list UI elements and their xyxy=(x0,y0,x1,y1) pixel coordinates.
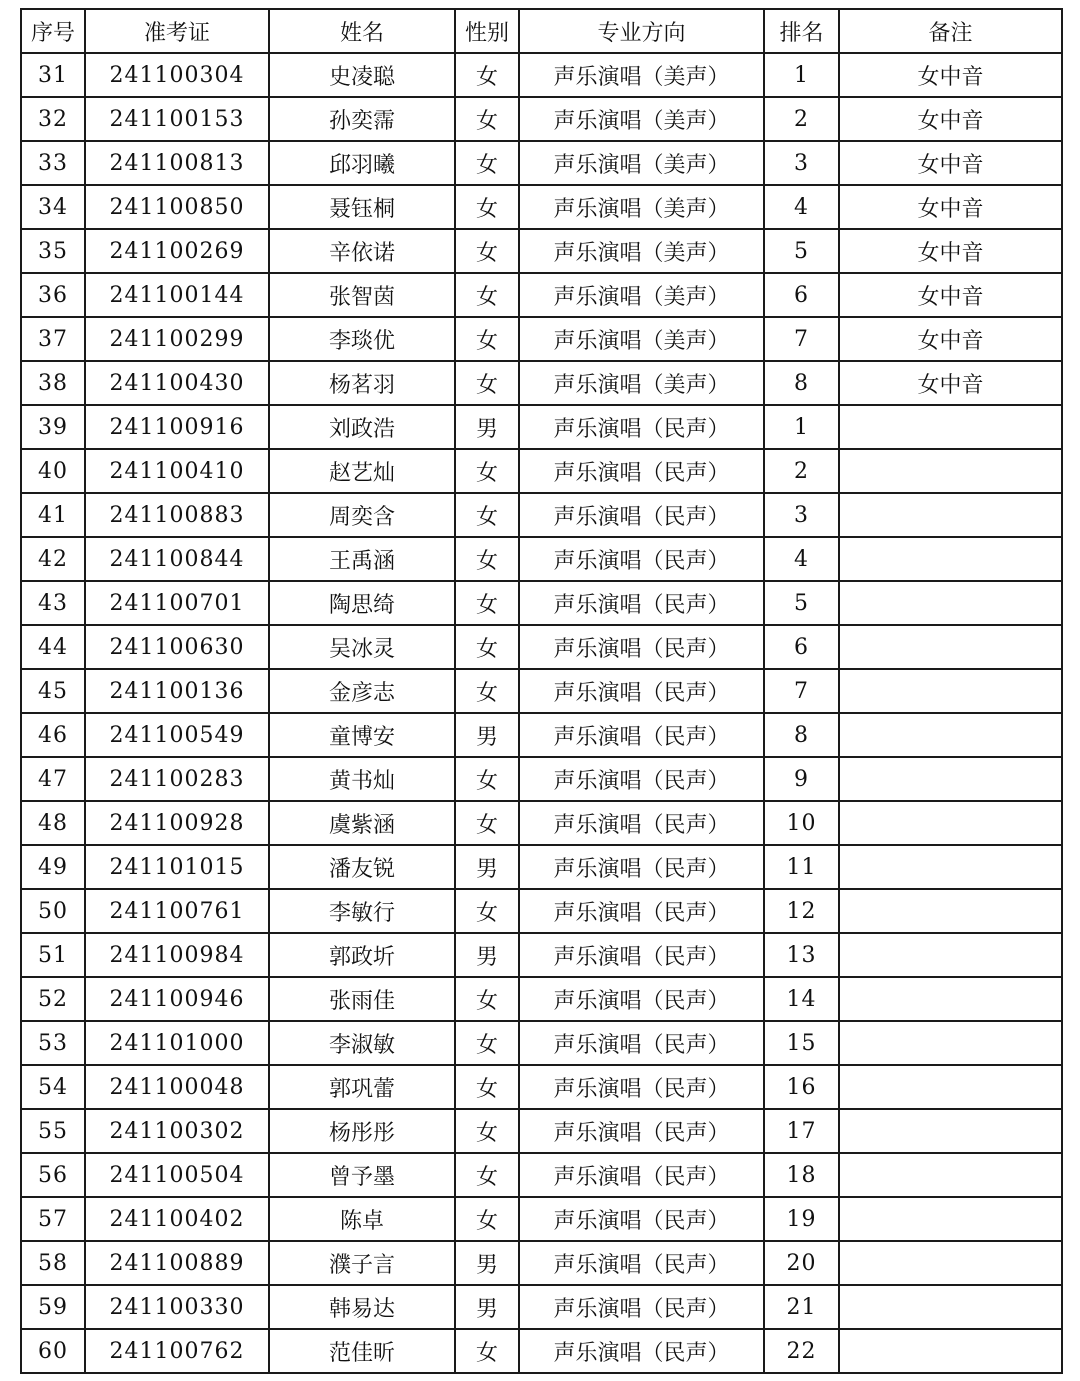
cell-major: 声乐演唱（民声） xyxy=(519,757,764,801)
cell-seq: 34 xyxy=(21,185,85,229)
cell-name: 邱羽曦 xyxy=(269,141,455,185)
cell-major: 声乐演唱（民声） xyxy=(519,1153,764,1197)
col-header-name: 姓名 xyxy=(269,9,455,53)
cell-rank: 15 xyxy=(764,1021,839,1065)
cell-rank: 20 xyxy=(764,1241,839,1285)
table-row xyxy=(21,669,1062,713)
col-header-remark: 备注 xyxy=(839,9,1062,53)
cell-remark xyxy=(839,713,1062,757)
cell-major: 声乐演唱（民声） xyxy=(519,405,764,449)
table-row xyxy=(21,933,1062,977)
cell-seq: 35 xyxy=(21,229,85,273)
cell-rank: 5 xyxy=(764,229,839,273)
table-row xyxy=(21,1329,1062,1373)
cell-gender: 女 xyxy=(455,1065,519,1109)
table-row xyxy=(21,1197,1062,1241)
cell-name: 张雨佳 xyxy=(269,977,455,1021)
table-row xyxy=(21,229,1062,273)
cell-rank: 12 xyxy=(764,889,839,933)
cell-seq: 41 xyxy=(21,493,85,537)
cell-remark xyxy=(839,1153,1062,1197)
cell-name: 李敏行 xyxy=(269,889,455,933)
cell-exam-id: 241100283 xyxy=(85,757,269,801)
table-row xyxy=(21,1241,1062,1285)
cell-major: 声乐演唱（民声） xyxy=(519,625,764,669)
cell-gender: 男 xyxy=(455,1285,519,1329)
cell-major: 声乐演唱（民声） xyxy=(519,537,764,581)
results-table-container xyxy=(20,8,1061,1374)
cell-rank: 18 xyxy=(764,1153,839,1197)
cell-seq: 51 xyxy=(21,933,85,977)
col-header-exam-id: 准考证 xyxy=(85,9,269,53)
table-row xyxy=(21,493,1062,537)
cell-gender: 女 xyxy=(455,185,519,229)
cell-exam-id: 241100144 xyxy=(85,273,269,317)
table-row xyxy=(21,1109,1062,1153)
cell-gender: 女 xyxy=(455,581,519,625)
table-row xyxy=(21,1285,1062,1329)
cell-rank: 14 xyxy=(764,977,839,1021)
table-row xyxy=(21,713,1062,757)
results-table xyxy=(20,8,1063,1374)
cell-gender: 女 xyxy=(455,97,519,141)
cell-remark: 女中音 xyxy=(839,185,1062,229)
cell-name: 王禹涵 xyxy=(269,537,455,581)
cell-remark xyxy=(839,1197,1062,1241)
cell-name: 濮子言 xyxy=(269,1241,455,1285)
cell-gender: 女 xyxy=(455,53,519,97)
cell-seq: 42 xyxy=(21,537,85,581)
cell-remark: 女中音 xyxy=(839,273,1062,317)
cell-major: 声乐演唱（民声） xyxy=(519,713,764,757)
cell-gender: 男 xyxy=(455,933,519,977)
cell-major: 声乐演唱（民声） xyxy=(519,1329,764,1373)
cell-seq: 40 xyxy=(21,449,85,493)
cell-exam-id: 241100946 xyxy=(85,977,269,1021)
cell-exam-id: 241101000 xyxy=(85,1021,269,1065)
cell-exam-id: 241101015 xyxy=(85,845,269,889)
cell-gender: 男 xyxy=(455,713,519,757)
cell-seq: 60 xyxy=(21,1329,85,1373)
cell-major: 声乐演唱（民声） xyxy=(519,889,764,933)
table-row xyxy=(21,537,1062,581)
cell-remark xyxy=(839,1109,1062,1153)
table-row xyxy=(21,625,1062,669)
cell-remark: 女中音 xyxy=(839,97,1062,141)
table-row xyxy=(21,53,1062,97)
table-header-row xyxy=(21,9,1062,53)
cell-remark xyxy=(839,977,1062,1021)
cell-remark xyxy=(839,1241,1062,1285)
cell-remark xyxy=(839,581,1062,625)
cell-major: 声乐演唱（美声） xyxy=(519,97,764,141)
cell-remark xyxy=(839,1065,1062,1109)
cell-seq: 49 xyxy=(21,845,85,889)
cell-seq: 53 xyxy=(21,1021,85,1065)
table-row xyxy=(21,977,1062,1021)
cell-rank: 2 xyxy=(764,97,839,141)
cell-remark xyxy=(839,889,1062,933)
cell-seq: 32 xyxy=(21,97,85,141)
cell-name: 周奕含 xyxy=(269,493,455,537)
cell-gender: 女 xyxy=(455,669,519,713)
cell-exam-id: 241100302 xyxy=(85,1109,269,1153)
cell-gender: 女 xyxy=(455,977,519,1021)
cell-rank: 8 xyxy=(764,713,839,757)
cell-seq: 39 xyxy=(21,405,85,449)
table-row xyxy=(21,581,1062,625)
table-body xyxy=(21,53,1062,1373)
table-row xyxy=(21,1153,1062,1197)
cell-exam-id: 241100761 xyxy=(85,889,269,933)
cell-exam-id: 241100813 xyxy=(85,141,269,185)
cell-name: 范佳昕 xyxy=(269,1329,455,1373)
cell-name: 吴冰灵 xyxy=(269,625,455,669)
cell-remark xyxy=(839,845,1062,889)
cell-name: 郭政圻 xyxy=(269,933,455,977)
cell-exam-id: 241100402 xyxy=(85,1197,269,1241)
cell-rank: 13 xyxy=(764,933,839,977)
cell-name: 潘友锐 xyxy=(269,845,455,889)
cell-major: 声乐演唱（民声） xyxy=(519,1197,764,1241)
cell-remark: 女中音 xyxy=(839,141,1062,185)
cell-rank: 19 xyxy=(764,1197,839,1241)
cell-rank: 8 xyxy=(764,361,839,405)
cell-seq: 44 xyxy=(21,625,85,669)
cell-gender: 男 xyxy=(455,1241,519,1285)
cell-major: 声乐演唱（民声） xyxy=(519,1109,764,1153)
cell-seq: 46 xyxy=(21,713,85,757)
cell-rank: 4 xyxy=(764,185,839,229)
table-row xyxy=(21,361,1062,405)
cell-major: 声乐演唱（美声） xyxy=(519,229,764,273)
cell-rank: 7 xyxy=(764,669,839,713)
cell-name: 张智茵 xyxy=(269,273,455,317)
table-row xyxy=(21,185,1062,229)
cell-major: 声乐演唱（美声） xyxy=(519,141,764,185)
cell-seq: 33 xyxy=(21,141,85,185)
cell-seq: 52 xyxy=(21,977,85,1021)
table-row xyxy=(21,889,1062,933)
cell-rank: 9 xyxy=(764,757,839,801)
col-header-rank: 排名 xyxy=(764,9,839,53)
cell-exam-id: 241100269 xyxy=(85,229,269,273)
cell-exam-id: 241100153 xyxy=(85,97,269,141)
cell-gender: 女 xyxy=(455,273,519,317)
cell-rank: 2 xyxy=(764,449,839,493)
cell-remark: 女中音 xyxy=(839,361,1062,405)
cell-major: 声乐演唱（美声） xyxy=(519,185,764,229)
cell-name: 杨彤彤 xyxy=(269,1109,455,1153)
cell-gender: 女 xyxy=(455,361,519,405)
cell-exam-id: 241100701 xyxy=(85,581,269,625)
cell-rank: 10 xyxy=(764,801,839,845)
cell-exam-id: 241100304 xyxy=(85,53,269,97)
cell-gender: 女 xyxy=(455,1021,519,1065)
cell-exam-id: 241100330 xyxy=(85,1285,269,1329)
cell-major: 声乐演唱（民声） xyxy=(519,581,764,625)
cell-name: 陶思绮 xyxy=(269,581,455,625)
cell-gender: 女 xyxy=(455,537,519,581)
cell-gender: 男 xyxy=(455,845,519,889)
cell-rank: 1 xyxy=(764,53,839,97)
cell-remark: 女中音 xyxy=(839,53,1062,97)
table-row xyxy=(21,317,1062,361)
cell-rank: 3 xyxy=(764,141,839,185)
cell-exam-id: 241100889 xyxy=(85,1241,269,1285)
cell-major: 声乐演唱（民声） xyxy=(519,977,764,1021)
cell-seq: 57 xyxy=(21,1197,85,1241)
cell-remark xyxy=(839,801,1062,845)
cell-major: 声乐演唱（民声） xyxy=(519,669,764,713)
cell-seq: 54 xyxy=(21,1065,85,1109)
cell-seq: 55 xyxy=(21,1109,85,1153)
cell-remark xyxy=(839,1329,1062,1373)
cell-remark xyxy=(839,1285,1062,1329)
cell-major: 声乐演唱（美声） xyxy=(519,317,764,361)
cell-gender: 女 xyxy=(455,229,519,273)
cell-gender: 女 xyxy=(455,449,519,493)
table-row xyxy=(21,405,1062,449)
cell-seq: 43 xyxy=(21,581,85,625)
cell-exam-id: 241100549 xyxy=(85,713,269,757)
cell-name: 韩易达 xyxy=(269,1285,455,1329)
cell-name: 曾予墨 xyxy=(269,1153,455,1197)
cell-seq: 38 xyxy=(21,361,85,405)
cell-rank: 11 xyxy=(764,845,839,889)
cell-name: 孙奕霈 xyxy=(269,97,455,141)
cell-seq: 56 xyxy=(21,1153,85,1197)
cell-gender: 女 xyxy=(455,1109,519,1153)
table-row xyxy=(21,141,1062,185)
col-header-seq: 序号 xyxy=(21,9,85,53)
cell-major: 声乐演唱（民声） xyxy=(519,449,764,493)
cell-remark: 女中音 xyxy=(839,229,1062,273)
cell-major: 声乐演唱（美声） xyxy=(519,53,764,97)
cell-name: 金彦志 xyxy=(269,669,455,713)
cell-name: 聂钰桐 xyxy=(269,185,455,229)
cell-remark xyxy=(839,405,1062,449)
cell-name: 杨茗羽 xyxy=(269,361,455,405)
cell-major: 声乐演唱（民声） xyxy=(519,801,764,845)
cell-rank: 16 xyxy=(764,1065,839,1109)
cell-major: 声乐演唱（民声） xyxy=(519,493,764,537)
cell-major: 声乐演唱（民声） xyxy=(519,1065,764,1109)
cell-seq: 59 xyxy=(21,1285,85,1329)
cell-exam-id: 241100916 xyxy=(85,405,269,449)
cell-rank: 21 xyxy=(764,1285,839,1329)
cell-rank: 17 xyxy=(764,1109,839,1153)
cell-remark xyxy=(839,625,1062,669)
cell-remark xyxy=(839,537,1062,581)
cell-gender: 女 xyxy=(455,317,519,361)
cell-name: 黄书灿 xyxy=(269,757,455,801)
cell-seq: 37 xyxy=(21,317,85,361)
cell-rank: 3 xyxy=(764,493,839,537)
cell-exam-id: 241100883 xyxy=(85,493,269,537)
cell-gender: 女 xyxy=(455,757,519,801)
cell-remark xyxy=(839,933,1062,977)
cell-exam-id: 241100762 xyxy=(85,1329,269,1373)
cell-name: 虞紫涵 xyxy=(269,801,455,845)
cell-seq: 50 xyxy=(21,889,85,933)
cell-exam-id: 241100630 xyxy=(85,625,269,669)
cell-exam-id: 241100850 xyxy=(85,185,269,229)
cell-rank: 22 xyxy=(764,1329,839,1373)
cell-seq: 47 xyxy=(21,757,85,801)
cell-rank: 6 xyxy=(764,625,839,669)
cell-exam-id: 241100844 xyxy=(85,537,269,581)
cell-exam-id: 241100299 xyxy=(85,317,269,361)
table-row xyxy=(21,1065,1062,1109)
cell-major: 声乐演唱（民声） xyxy=(519,845,764,889)
cell-gender: 女 xyxy=(455,493,519,537)
col-header-major: 专业方向 xyxy=(519,9,764,53)
cell-seq: 36 xyxy=(21,273,85,317)
cell-gender: 女 xyxy=(455,625,519,669)
cell-remark xyxy=(839,669,1062,713)
table-row xyxy=(21,801,1062,845)
cell-major: 声乐演唱（民声） xyxy=(519,1241,764,1285)
cell-remark xyxy=(839,1021,1062,1065)
cell-exam-id: 241100048 xyxy=(85,1065,269,1109)
cell-name: 赵艺灿 xyxy=(269,449,455,493)
cell-gender: 女 xyxy=(455,801,519,845)
cell-name: 史凌聪 xyxy=(269,53,455,97)
cell-major: 声乐演唱（民声） xyxy=(519,1285,764,1329)
cell-name: 童博安 xyxy=(269,713,455,757)
table-row xyxy=(21,1021,1062,1065)
cell-seq: 31 xyxy=(21,53,85,97)
cell-rank: 7 xyxy=(764,317,839,361)
cell-gender: 女 xyxy=(455,141,519,185)
cell-exam-id: 241100410 xyxy=(85,449,269,493)
cell-gender: 男 xyxy=(455,405,519,449)
cell-name: 陈卓 xyxy=(269,1197,455,1241)
cell-major: 声乐演唱（民声） xyxy=(519,933,764,977)
cell-seq: 48 xyxy=(21,801,85,845)
cell-major: 声乐演唱（民声） xyxy=(519,1021,764,1065)
cell-gender: 女 xyxy=(455,1329,519,1373)
cell-remark: 女中音 xyxy=(839,317,1062,361)
cell-gender: 女 xyxy=(455,889,519,933)
cell-name: 李淑敏 xyxy=(269,1021,455,1065)
cell-remark xyxy=(839,493,1062,537)
cell-rank: 5 xyxy=(764,581,839,625)
table-row xyxy=(21,845,1062,889)
cell-gender: 女 xyxy=(455,1153,519,1197)
cell-major: 声乐演唱（美声） xyxy=(519,273,764,317)
cell-seq: 45 xyxy=(21,669,85,713)
cell-name: 辛依诺 xyxy=(269,229,455,273)
table-row xyxy=(21,757,1062,801)
cell-rank: 1 xyxy=(764,405,839,449)
cell-name: 郭巩蕾 xyxy=(269,1065,455,1109)
cell-name: 李琰优 xyxy=(269,317,455,361)
cell-exam-id: 241100928 xyxy=(85,801,269,845)
cell-major: 声乐演唱（美声） xyxy=(519,361,764,405)
cell-exam-id: 241100430 xyxy=(85,361,269,405)
cell-exam-id: 241100136 xyxy=(85,669,269,713)
cell-gender: 女 xyxy=(455,1197,519,1241)
table-row xyxy=(21,273,1062,317)
cell-rank: 4 xyxy=(764,537,839,581)
cell-exam-id: 241100504 xyxy=(85,1153,269,1197)
table-row xyxy=(21,97,1062,141)
cell-seq: 58 xyxy=(21,1241,85,1285)
cell-remark xyxy=(839,449,1062,493)
cell-name: 刘政浩 xyxy=(269,405,455,449)
table-row xyxy=(21,449,1062,493)
cell-exam-id: 241100984 xyxy=(85,933,269,977)
col-header-gender: 性别 xyxy=(455,9,519,53)
cell-rank: 6 xyxy=(764,273,839,317)
cell-remark xyxy=(839,757,1062,801)
